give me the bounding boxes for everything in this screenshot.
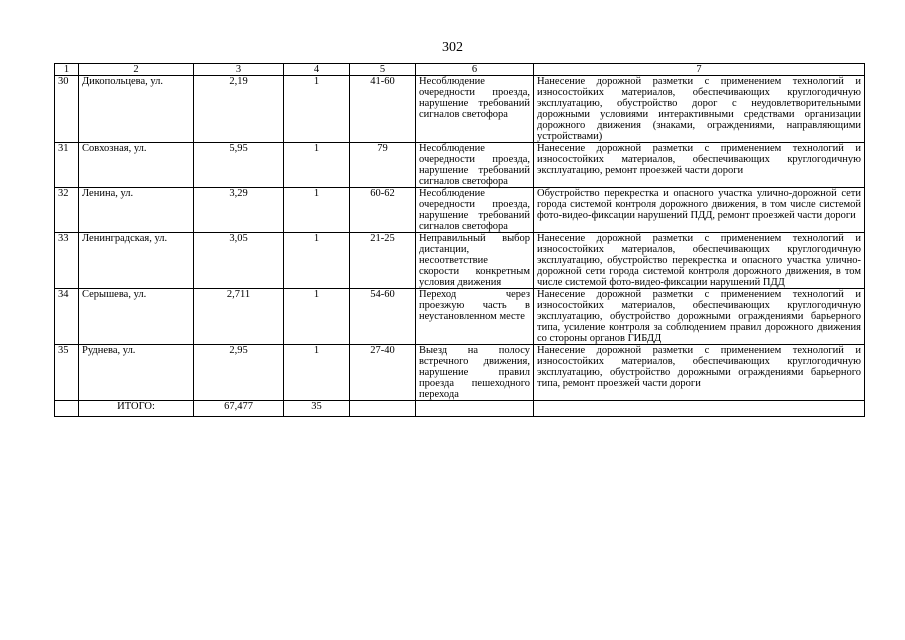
violation-cell: Несоблюдение очередности проезда, нарушение требований сигналов светофора [416, 76, 534, 143]
street-cell: Ленинградская, ул. [79, 233, 194, 289]
count-cell: 1 [284, 233, 350, 289]
measures-cell: Нанесение дорожной разметки с применением технологий и износостойких материалов, обеспечивающих круглогодичную эксплуатацию, обустройство перекрестка и опасного участка улично-дорожной сети города системой контроля дорожного движения, в том числе системой фото-видео-фиксации нарушений ПДД [534, 233, 865, 289]
value-cell: 3,29 [194, 188, 284, 233]
table-row [55, 233, 865, 289]
total-value: 67,477 [194, 401, 284, 417]
header-cell: 3 [194, 64, 284, 76]
violation-cell: Несоблюдение очередности проезда, нарушение требований сигналов светофора [416, 143, 534, 188]
house-range-cell: 21-25 [350, 233, 416, 289]
street-cell: Совхозная, ул. [79, 143, 194, 188]
house-range-cell: 79 [350, 143, 416, 188]
violation-cell: Неправильный выбор дистанции, несоответствие скорости конкретным условия движения [416, 233, 534, 289]
value-cell: 2,19 [194, 76, 284, 143]
table-row [55, 76, 865, 143]
street-cell: Руднева, ул. [79, 345, 194, 401]
measures-cell: Нанесение дорожной разметки с применением технологий и износостойких материалов, обеспечивающих круглогодичную эксплуатацию, обустройство дорожными ограждениями барьерного типа, ремонт проезжей части дороги [534, 345, 865, 401]
row-number-cell: 35 [55, 345, 79, 401]
row-number-cell: 33 [55, 233, 79, 289]
violation-cell: Переход через проезжую часть в неустановленном месте [416, 289, 534, 345]
violation-cell: Несоблюдение очередности проезда, нарушение требований сигналов светофора [416, 188, 534, 233]
row-number-cell: 31 [55, 143, 79, 188]
road-safety-table [54, 63, 865, 417]
table-row [55, 289, 865, 345]
empty-cell [534, 401, 865, 417]
measures-cell: Обустройство перекрестка и опасного участка улично-дорожной сети города системой контроля дорожного движения, в том числе системой фото-видео-фиксации нарушений ПДД, ремонт проезжей части дороги [534, 188, 865, 233]
street-cell: Ленина, ул. [79, 188, 194, 233]
header-cell: 2 [79, 64, 194, 76]
row-number-cell: 34 [55, 289, 79, 345]
table-row [55, 188, 865, 233]
measures-cell: Нанесение дорожной разметки с применением технологий и износостойких материалов, обеспечивающих круглогодичную эксплуатацию, обустройство дорог с неудовлетворительными дорожными условиями интерактивными средствами организации дорожного движения (знаками, ограждениями, направляющими устройствами) [534, 76, 865, 143]
row-number-cell: 30 [55, 76, 79, 143]
count-cell: 1 [284, 345, 350, 401]
value-cell: 2,711 [194, 289, 284, 345]
value-cell: 3,05 [194, 233, 284, 289]
total-count: 35 [284, 401, 350, 417]
house-range-cell: 54-60 [350, 289, 416, 345]
count-cell: 1 [284, 289, 350, 345]
house-range-cell: 41-60 [350, 76, 416, 143]
house-range-cell: 27-40 [350, 345, 416, 401]
header-cell: 5 [350, 64, 416, 76]
count-cell: 1 [284, 188, 350, 233]
page-number: 302 [442, 40, 463, 55]
header-cell: 7 [534, 64, 865, 76]
measures-cell: Нанесение дорожной разметки с применением технологий и износостойких материалов, обеспечивающих круглогодичную эксплуатацию, ремонт проезжей части дороги [534, 143, 865, 188]
value-cell: 2,95 [194, 345, 284, 401]
value-cell: 5,95 [194, 143, 284, 188]
count-cell: 1 [284, 143, 350, 188]
empty-cell [416, 401, 534, 417]
street-cell: Дикопольцева, ул. [79, 76, 194, 143]
measures-cell: Нанесение дорожной разметки с применением технологий и износостойких материалов, обеспечивающих круглогодичную эксплуатацию, обустройство дорожными ограждениями барьерного типа, усиление контроля за соблюдением правил дорожного движения со стороны органов ГИБДД [534, 289, 865, 345]
table-row [55, 345, 865, 401]
header-cell: 6 [416, 64, 534, 76]
total-row [55, 401, 865, 417]
empty-cell [55, 401, 79, 417]
header-cell: 4 [284, 64, 350, 76]
count-cell: 1 [284, 76, 350, 143]
house-range-cell: 60-62 [350, 188, 416, 233]
street-cell: Серышева, ул. [79, 289, 194, 345]
header-row [55, 64, 865, 76]
empty-cell [350, 401, 416, 417]
total-label: ИТОГО: [79, 401, 194, 417]
violation-cell: Выезд на полосу встречного движения, нарушение правил проезда пешеходного перехода [416, 345, 534, 401]
row-number-cell: 32 [55, 188, 79, 233]
header-cell: 1 [55, 64, 79, 76]
table-row [55, 143, 865, 188]
